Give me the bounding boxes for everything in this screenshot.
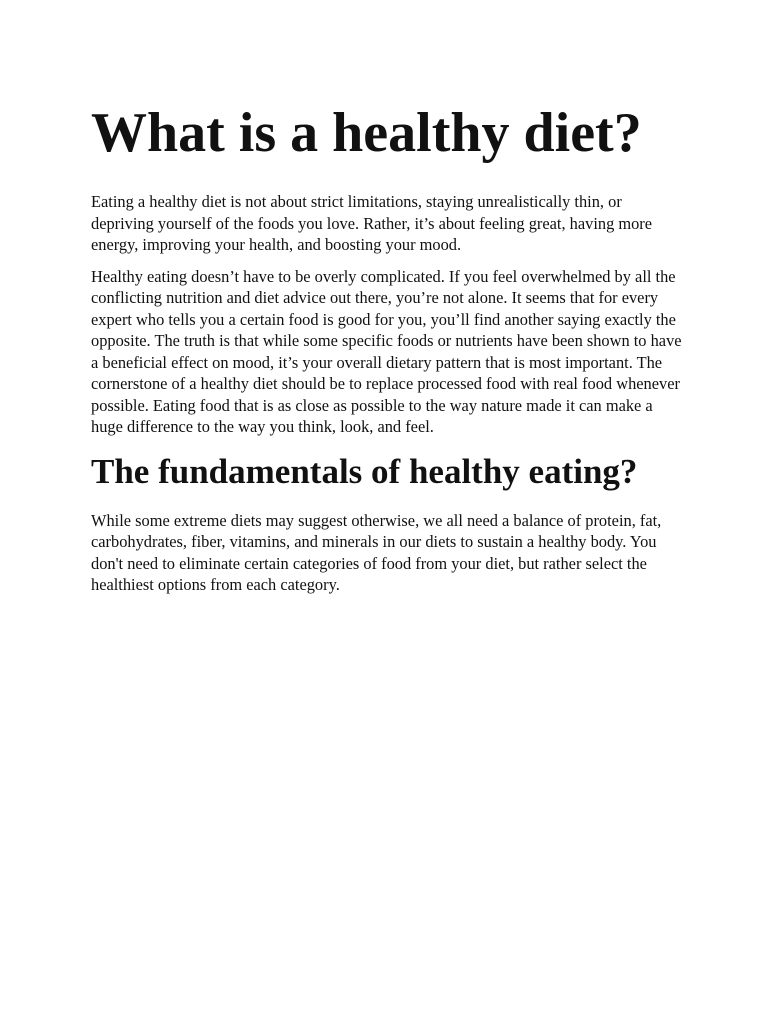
- body-paragraph: Healthy eating doesn’t have to be overly complicated. If you feel overwhelmed by all the conflicting nutrition and diet advice out there, you’re not alone. It seems that for every expert who tells you a certain food is good for you, you’ll find another saying exactly the opposite. The truth is that while some specific foods or nutrients have been shown to have a beneficial effect on mood, it’s your overall dietary pattern that is most important. The cornerstone of a healthy diet should be to replace processed food with real food whenever possible. Eating food that is as close as possible to the way nature made it can make a huge difference to the way you think, look, and feel.: [91, 266, 682, 436]
- document-page: [91, 96, 686, 596]
- section-paragraph: While some extreme diets may suggest otherwise, we all need a balance of protein, fat, carbohydrates, fiber, vitamins, and minerals in our diets to sustain a healthy body. You don't need to eliminate certain categories of food from your diet, but rather select the healthiest options from each category.: [91, 510, 662, 594]
- page-title: What is a healthy diet?: [91, 102, 642, 164]
- section-heading: The fundamentals of healthy eating?: [91, 451, 638, 491]
- intro-paragraph: Eating a healthy diet is not about strict limitations, staying unrealistically thin, or depriving yourself of the foods you love. Rather, it’s about feeling great, having more energy, improving your health, and boosting your mood.: [91, 192, 653, 254]
